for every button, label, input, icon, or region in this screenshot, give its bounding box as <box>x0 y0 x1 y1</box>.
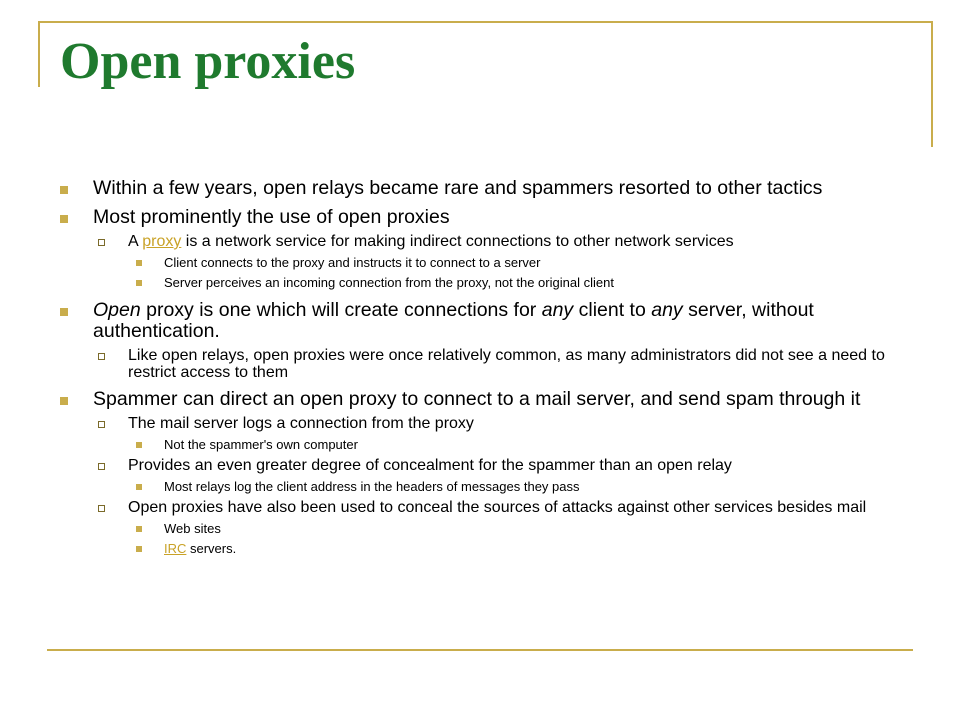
bullet-text: Most prominently the use of open proxies <box>93 206 450 228</box>
bullet-text: client to <box>573 299 652 321</box>
bullet-text: Client connects to the proxy and instructs it to connect to a server <box>164 255 541 270</box>
left-frame-line <box>38 21 40 87</box>
bullet-level2 <box>60 499 910 516</box>
bullet-text: is a network service for making indirect connections to other network services <box>181 233 734 250</box>
irc-link[interactable]: IRC <box>164 541 187 556</box>
bullet-level2 <box>60 415 910 432</box>
bullet-level2 <box>60 347 910 381</box>
square-bullet-icon <box>60 308 68 316</box>
bullet-text: Most relays log the client address in the headers of messages they pass <box>164 479 580 494</box>
right-frame-line <box>931 21 933 147</box>
square-bullet-icon <box>136 280 142 286</box>
slide-title: Open proxies <box>60 33 356 90</box>
bullet-level3 <box>60 541 910 556</box>
bullet-text: proxy is one which will create connections for <box>140 299 542 321</box>
bullet-level3 <box>60 275 910 290</box>
bottom-frame-line <box>47 649 913 651</box>
bullet-text: Spammer can direct an open proxy to connect to a mail server, and send spam through it <box>93 388 861 410</box>
bullet-text: Provides an even greater degree of concealment for the spammer than an open relay <box>128 457 732 474</box>
top-frame-line <box>40 21 933 23</box>
bullet-text: Within a few years, open relays became rare and spammers resorted to other tactics <box>93 177 823 199</box>
bullet-text-italic: any <box>541 299 574 321</box>
square-bullet-icon <box>60 215 68 223</box>
bullet-level3 <box>60 479 910 494</box>
bullet-level2 <box>60 233 910 250</box>
bullet-level1 <box>60 207 910 228</box>
square-bullet-icon <box>60 397 68 405</box>
bullet-text: Not the spammer's own computer <box>164 437 358 452</box>
bullet-level1 <box>60 178 910 199</box>
bullet-text: The mail server logs a connection from the proxy <box>128 415 474 432</box>
bullet-text: A <box>128 233 143 250</box>
bullet-level1 <box>60 389 910 410</box>
bullet-level1 <box>60 300 910 342</box>
bullet-text-italic: any <box>651 299 683 321</box>
bullet-level3 <box>60 437 910 452</box>
bullet-level3 <box>60 255 910 270</box>
bullet-level2 <box>60 457 910 474</box>
square-bullet-icon <box>136 484 142 490</box>
bullet-level3 <box>60 521 910 536</box>
square-bullet-icon <box>136 260 142 266</box>
square-bullet-icon <box>136 442 142 448</box>
bullet-text: servers. <box>186 541 237 556</box>
hollow-square-bullet-icon <box>98 239 105 246</box>
hollow-square-bullet-icon <box>98 421 105 428</box>
slide-content <box>60 170 910 556</box>
bullet-text: Web sites <box>164 521 221 536</box>
bullet-text-italic: Open <box>93 299 141 321</box>
hollow-square-bullet-icon <box>98 505 105 512</box>
square-bullet-icon <box>136 526 142 532</box>
hollow-square-bullet-icon <box>98 353 105 360</box>
proxy-link[interactable]: proxy <box>142 233 182 250</box>
bullet-text: Open proxies have also been used to conceal the sources of attacks against other services besides mail <box>128 499 867 516</box>
bullet-text: Server perceives an incoming connection from the proxy, not the original client <box>164 275 614 290</box>
bullet-text: Like open relays, open proxies were once relatively common, as many administrators did not see a need to restrict access to them <box>128 347 885 381</box>
bullet-text: server, without authentication. <box>93 299 814 342</box>
square-bullet-icon <box>60 186 68 194</box>
square-bullet-icon <box>136 546 142 552</box>
hollow-square-bullet-icon <box>98 463 105 470</box>
